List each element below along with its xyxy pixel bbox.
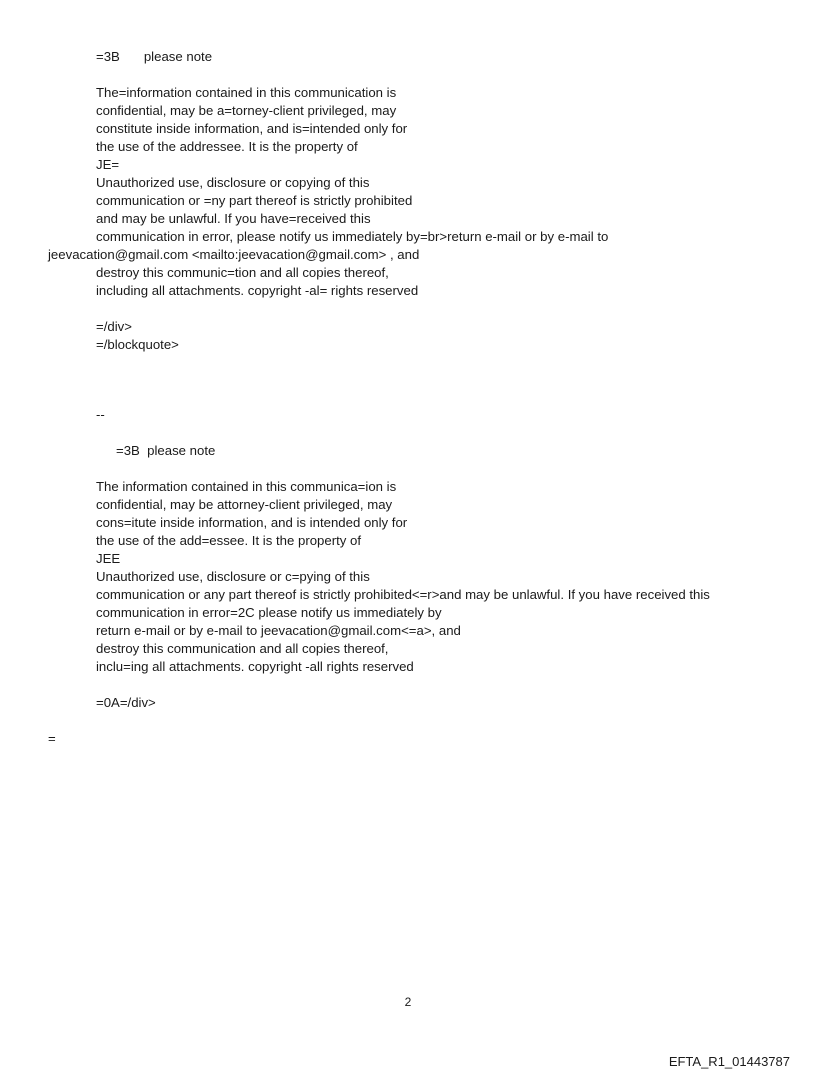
block1-closing-div: =/div>	[96, 319, 132, 334]
block1-line-3: constitute inside information, and is=intended only for	[96, 121, 408, 136]
block2-line-10: destroy this communication and all copies thereof,	[96, 641, 389, 656]
block2-line-5: JEE	[96, 551, 121, 566]
block2-line-9: return e-mail or by e-mail to jeevacation@gmail.com<=a>, and	[96, 623, 461, 638]
block1-line-5: JE=	[96, 157, 120, 172]
block2-line-8: communication in error=2C please notify us immediately by	[96, 605, 442, 620]
block1-line-2: confidential, may be a=torney-client privileged, may	[96, 103, 397, 118]
block2-heading: =3B please note	[116, 443, 216, 458]
block2-line-6: Unauthorized use, disclosure or c=pying of this	[96, 569, 370, 584]
signature-separator: --	[96, 407, 105, 422]
block1-line-10: destroy this communic=tion and all copies thereof,	[96, 265, 389, 280]
block1-line-8: and may be unlawful. If you have=received this	[96, 211, 371, 226]
block2-line-4: the use of the add=essee. It is the property of	[96, 533, 362, 548]
trailing-equals: =	[48, 731, 56, 746]
block1-heading	[96, 48, 212, 66]
document-id: EFTA_R1_01443787	[668, 1054, 790, 1069]
block1-line-1: The=information contained in this communication is	[96, 85, 397, 100]
block2-line-3: cons=itute inside information, and is intended only for	[96, 515, 408, 530]
block1-email-line: jeevacation@gmail.com <mailto:jeevacation@gmail.com> , and	[48, 247, 420, 262]
block2-closing-div: =0A=/div>	[96, 695, 156, 710]
block1-line-6: Unauthorized use, disclosure or copying of this	[96, 175, 370, 190]
block1-line-9: communication in error, please notify us immediately by=br>return e-mail or by e-mail to	[96, 229, 609, 244]
block1-closing-blockquote: =/blockquote>	[96, 337, 179, 352]
block1-line-4: the use of the addressee. It is the property of	[96, 139, 358, 154]
block1-heading-code: =3B	[96, 49, 120, 64]
block1-heading-text: please note	[143, 49, 213, 64]
block2-line-2: confidential, may be attorney-client privileged, may	[96, 497, 393, 512]
block1-line-11: including all attachments. copyright -al= rights reserved	[96, 283, 419, 298]
block2-line-11: inclu=ing all attachments. copyright -all rights reserved	[96, 659, 414, 674]
block1-line-7: communication or =ny part thereof is strictly prohibited	[96, 193, 413, 208]
page-number: 2	[404, 995, 412, 1009]
block2-line-7: communication or any part thereof is strictly prohibited<=r>and may be unlawful. If you have received this	[96, 587, 710, 602]
block2-line-1: The information contained in this communica=ion is	[96, 479, 397, 494]
